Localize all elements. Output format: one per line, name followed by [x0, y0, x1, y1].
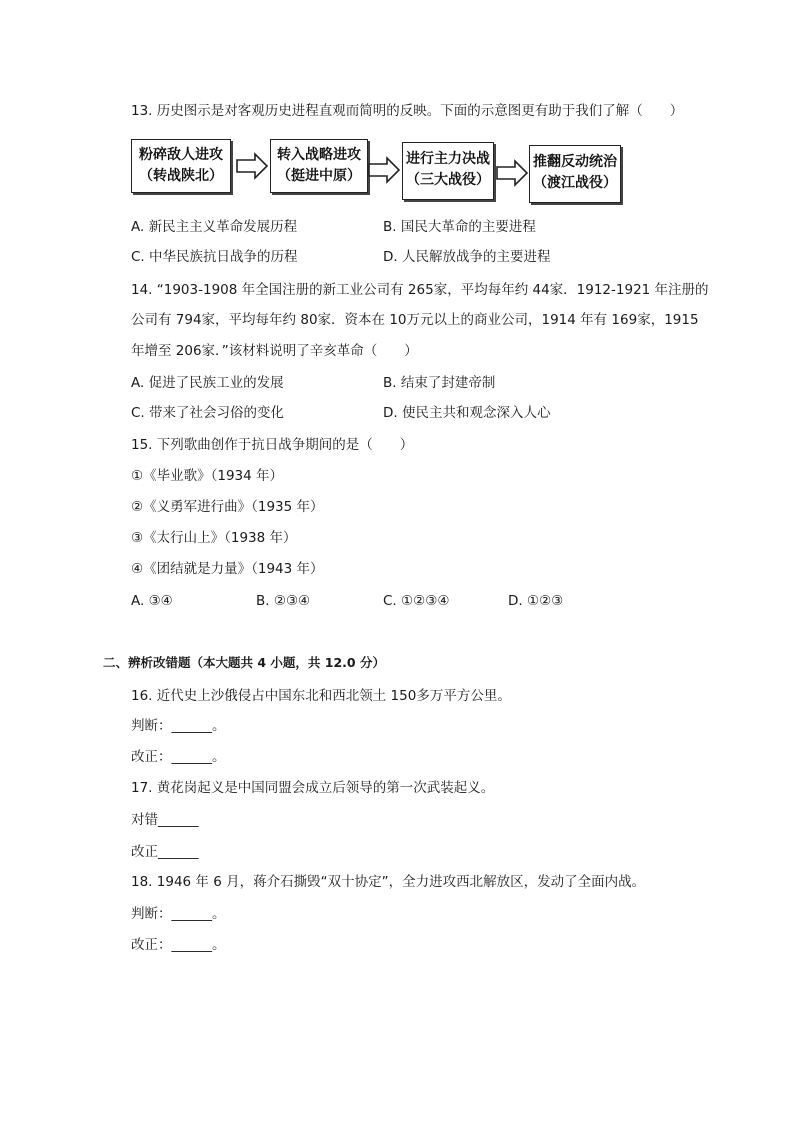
q13-option-a[interactable]: A. 新民主主义革命发展历程	[131, 219, 298, 235]
section-2-title: 二、辨析改错题（本大题共 4 小题，共 12.0 分）	[103, 655, 385, 670]
q13-option-d[interactable]: D. 人民解放战争的主要进程	[383, 249, 551, 265]
q13-option-b[interactable]: B. 国民大革命的主要进程	[383, 219, 536, 235]
q13-flow-diagram	[131, 134, 631, 204]
q15-item-3: ③《太行山上》（1938 年）	[131, 530, 297, 546]
q17-stem: 17. 黄花岗起义是中国同盟会成立后领导的第一次武装起义。	[131, 780, 495, 796]
q18-correct[interactable]: 改正：______。	[131, 937, 226, 953]
q17-correct[interactable]: 改正______	[131, 844, 199, 860]
flow-box-2	[270, 139, 368, 193]
q14-option-a[interactable]: A. 促进了民族工业的发展	[131, 375, 284, 391]
q15-option-c[interactable]: C. ①②③④	[383, 593, 450, 609]
flow-box-4	[529, 145, 621, 203]
q16-correct[interactable]: 改正：______。	[131, 749, 226, 765]
q15-option-b[interactable]: B. ②③④	[256, 593, 311, 609]
flow-arrow-2	[367, 156, 401, 184]
q16-stem: 16. 近代史上沙俄侵占中国东北和西北领土 150多万平方公里。	[131, 688, 511, 704]
q13-stem: 13. 历史图示是对客观历史进程直观而简明的反映。下面的示意图更有助于我们了解（ ）	[131, 103, 684, 119]
q14-option-c[interactable]: C. 带来了社会习俗的变化	[131, 405, 285, 421]
flow-arrow-1	[235, 152, 269, 180]
q17-judge[interactable]: 对错______	[131, 812, 199, 828]
q14-stem-line3: 年增至 206家．”该材料说明了辛亥革命（ ）	[131, 343, 418, 359]
q18-judge[interactable]: 判断：______。	[131, 906, 226, 922]
flow-box-2-line2: （挺进中原）	[277, 168, 361, 184]
q16-judge[interactable]: 判断：______。	[131, 718, 226, 734]
flow-box-3-line1: 进行主力决战	[406, 151, 490, 167]
q15-option-d[interactable]: D. ①②③	[508, 593, 564, 609]
flow-box-3	[402, 142, 494, 200]
flow-arrow-3	[495, 159, 529, 187]
q18-stem: 18. 1946 年 6 月，蒋介石撕毁“双十协定”，全力进攻西北解放区，发动了全面内战。	[131, 874, 646, 890]
q14-option-b[interactable]: B. 结束了封建帝制	[383, 375, 496, 391]
flow-box-4-line1: 推翻反动统治	[533, 154, 617, 170]
q15-stem: 15. 下列歌曲创作于抗日战争期间的是（ ）	[131, 437, 414, 453]
flow-box-1-line2: （转战陕北）	[139, 168, 223, 184]
q13-option-c[interactable]: C. 中华民族抗日战争的历程	[131, 249, 298, 265]
q14-stem-line2: 公司有 794家，平均每年约 80家．资本在 10万元以上的商业公司，1914 年有 169家，1915	[131, 312, 699, 328]
flow-box-2-line1: 转入战略进攻	[277, 147, 361, 163]
flow-box-1	[131, 139, 231, 193]
q14-option-d[interactable]: D. 使民主共和观念深入人心	[383, 405, 551, 421]
q15-item-2: ②《义勇军进行曲》（1935 年）	[131, 499, 324, 515]
flow-box-4-line2: （渡江战役）	[533, 175, 617, 191]
q15-item-1: ①《毕业歌》（1934 年）	[131, 468, 283, 484]
flow-box-1-line1: 粉碎敌人进攻	[139, 147, 223, 163]
q15-option-a[interactable]: A. ③④	[131, 593, 173, 609]
flow-box-3-line2: （三大战役）	[406, 172, 490, 188]
q14-stem-line1: 14. “1903-1908 年全国注册的新工业公司有 265家，平均每年约 44家．1912-1921 年注册的	[131, 282, 709, 298]
q15-item-4: ④《团结就是力量》（1943 年）	[131, 561, 324, 577]
